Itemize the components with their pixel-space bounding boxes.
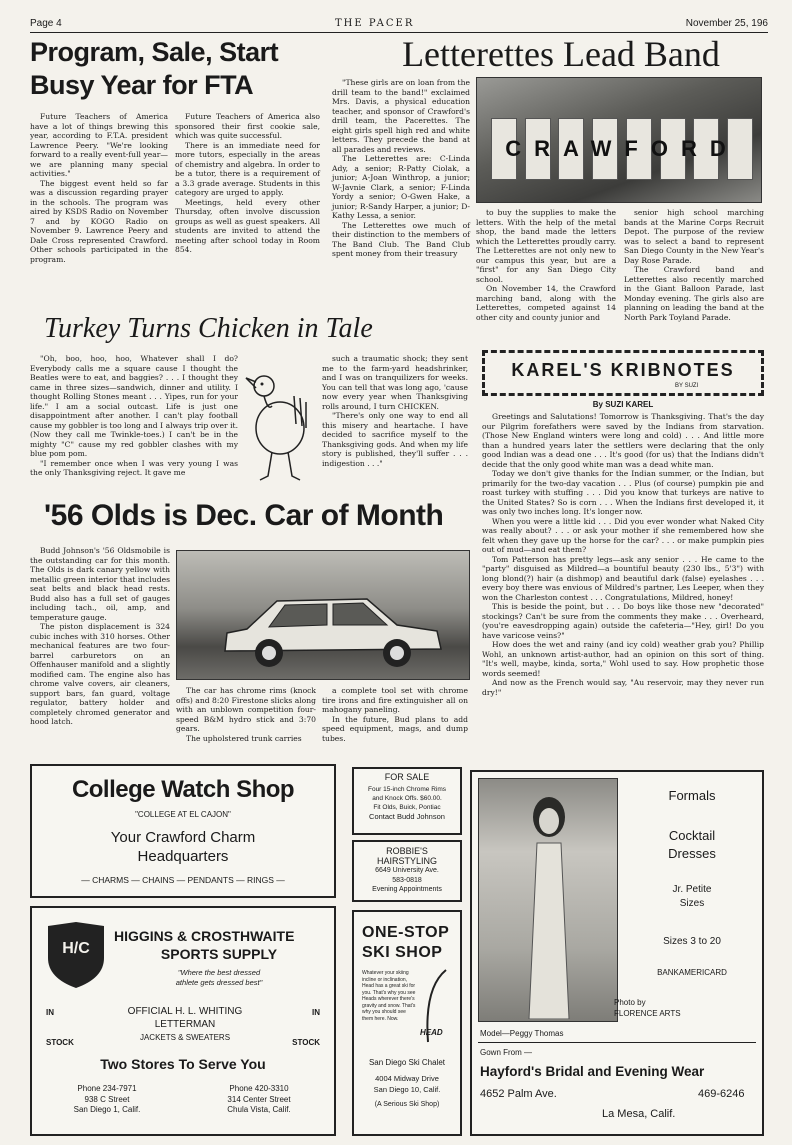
robbie-line4: 583-0818 [392, 876, 422, 884]
paragraph: "Oh, boo, hoo, hoo, Whatever shall I do? Everybody calls me a square cause I thought the Beatles were to eat, and baggies? . . . I thought they came in three sizes—sandwich, dinner and utility. I thought Rolling Stones meant . . . Yipes, run for your life." I am a social outcast. Life is just one disappointment after another. I can't play football cause my gobbler is too long and I always trip over it. (Now they call me Twinkle-toes.) I can't be in the mighty "C" cause my red gobbler clashes with my blue pom pom. [30, 354, 238, 458]
store1-street: 938 C Street [84, 1094, 130, 1104]
letterettes-col-1 [332, 78, 470, 259]
higgins-in-left: IN [46, 1008, 54, 1017]
paragraph: "These girls are on loan from the drill team to the band!" exclaimed Mrs. Davis, a physical education teacher, and sponsor of Crawford's drill team, the Pacerettes. The eight girls spell high red and white letters. They precede the band at all parades and reviews. [332, 78, 470, 154]
for-sale-line3: Fit Olds, Buick, Pontiac [373, 804, 441, 811]
masthead [30, 18, 768, 32]
paragraph: "I remember once when I was very young I was the only Thanksgiving reject. It gave me [30, 458, 238, 477]
ad-for-sale [352, 767, 462, 835]
paragraph: The Crawford band and Letterettes also recently marched in the Giant Balloon Parade, last Monday evening. The girls also are planning on leading the band at the North Park Toyland Parade. [624, 265, 764, 322]
ski-blurb: Whatever your skiing incline or inclination, Head has a great ski for you. That's why you see Heads wherever there's gravity and snow. That's why you should see them here. Now. [362, 970, 416, 1022]
paragraph: The Letterettes are: C-Linda Ady, a senior; R-Patty Ciolak, a junior; A-Joan Winthrop, a junior; W-Javnie Clark, a senior; F-Linda Yordy a senior; O-Gwen Hake, a junior; R-Sandy Harper, a junior; D-Kathy Lessa, a senior. [332, 154, 470, 220]
letterettes-col-2 [476, 208, 616, 322]
hayford-model: Model—Peggy Thomas [480, 1029, 564, 1038]
fta-headline-line1: Program, Sale, Start [30, 37, 279, 67]
ski-addr2: San Diego 10, Calif. [373, 1085, 441, 1094]
hayford-dresses: Dresses [668, 846, 716, 861]
olds-headline: '56 Olds is Dec. Car of Month [44, 499, 444, 532]
watch-shop-items: — CHARMS — CHAINS — PENDANTS — RINGS — [81, 875, 285, 885]
watch-shop-tagline: "COLLEGE AT EL CAJON" [135, 810, 231, 819]
store1-city: San Diego 1, Calif. [73, 1105, 141, 1114]
paragraph: Tom Patterson has pretty legs—ask any senior . . . He came to the "party" disguised as Mildred—a bountiful beauty (230 lbs., 5'3") with long blond(?) hair (a dishmop) and beautiful dark (false) eyelashes . . . every boy there was envious of Mildred's partner, Les Leeper, when they won the Charleston contest . . . Congratulations, Mildred, honey! [482, 554, 764, 602]
paragraph: In the future, Bud plans to add speed equipment, mags, and dump tubes. [322, 714, 468, 743]
model-figure-icon [519, 793, 579, 1019]
watch-shop-title: College Watch Shop [71, 776, 295, 803]
fta-col-2 [175, 112, 320, 255]
ski-title1: ONE-STOP [362, 924, 450, 941]
paragraph: Today we don't give thanks for the Indian summer, or the Indian, but primarily for the two-day vacation . . . Plus (of course) pumpkin pie and roast turkey with stuffing . . . Did you know that turkeys are native to the United States? So is corn . . . When the Indians first developed it, it was only two inches long. It's longer now. [482, 469, 764, 516]
hc-logo-letters: H/C [62, 940, 90, 957]
hayford-name: Hayford's Bridal and Evening Wear [480, 1064, 705, 1079]
paragraph: senior high school marching bands at the Marine Corps Recruit Depot. The purpose of the review was to select a band to represent San Diego County in the New Year's Day Rose Parade. [624, 208, 764, 265]
turkey-cartoon-icon [244, 356, 316, 484]
ad-higgins-crosthwaite [30, 906, 336, 1136]
paragraph: Budd Johnson's '56 Oldsmobile is the outstanding car for this month. The Olds is dark canary yellow with metallic green interior that includes seat belts and black head rests. Budd also has a full set of gauges including tach., oil, amp, and temperature gauge. [30, 546, 170, 622]
robbie-line3: 6649 University Ave. [375, 867, 439, 874]
hayford-cocktail: Cocktail [668, 828, 716, 843]
head-logo: HEAD [420, 1028, 443, 1037]
paragraph: And now as the French would say, "Au reservoir, may they never run dry!" [482, 678, 764, 697]
ski-addr1: 4004 Midway Drive [375, 1074, 439, 1083]
turkey-col-1 [30, 354, 238, 478]
kribnotes-banner [482, 350, 764, 396]
photo-letters: CRAWFORD [505, 136, 739, 161]
car-icon [217, 577, 447, 673]
hayford-formals: Formals [668, 788, 716, 803]
hayford-photo-by: Photo by [614, 998, 646, 1007]
hayford-addr: 4652 Palm Ave. [480, 1088, 557, 1100]
kribnotes-banner-title: KAREL'S KRIBNOTES [511, 360, 735, 380]
paragraph: There is an immediate need for more tutors, especially in the areas of chemistry and algebra. In order to be a tutor, there is a requirement of a 3.3 grade average. Students in this category are urged to apply. [175, 140, 320, 197]
letterettes-headline: Letterettes Lead Band [402, 34, 720, 74]
hayford-gown: Gown From — [480, 1048, 533, 1057]
fta-col-1 [30, 112, 168, 264]
letterettes-photo [476, 77, 762, 203]
oldsmobile-photo [176, 550, 470, 680]
robbie-line1: ROBBIE'S [386, 846, 428, 856]
watch-shop-line1: Your Crawford Charm [110, 829, 256, 846]
olds-col-3 [322, 686, 468, 743]
paragraph: a complete tool set with chrome tire irons and fire extinguisher all on mahogany paneling. [322, 686, 468, 714]
hayford-jr: Jr. Petite [672, 884, 712, 895]
turkey-col-2 [322, 354, 468, 468]
watch-shop-line2: Headquarters [137, 848, 229, 865]
model-photo [478, 778, 618, 1022]
for-sale-line4: Contact Budd Johnson [369, 812, 445, 821]
higgins-stock-right: STOCK [292, 1038, 320, 1047]
paragraph: Future Teachers of America have a lot of things brewing this year, according to F.T.A. president Lawrence Peery. "We're looking forward to a really event-full year—we are planning many special activities." [30, 112, 168, 178]
paragraph: to buy the supplies to make the letters. With the help of the metal shop, the band made the letters which the Letterettes proudly carry. The Letterettes are not only new to our campus this year, but are a "first" for any San Diego City school. [476, 208, 616, 284]
higgins-stock-left: STOCK [46, 1038, 74, 1047]
hayford-divider [478, 1042, 756, 1043]
olds-col-1 [30, 546, 170, 727]
paragraph: On November 14, the Crawford marching band, along with the Letterettes, competed against 14 other city and county junior and [476, 284, 616, 322]
turkey-headline: Turkey Turns Chicken in Tale [44, 313, 373, 344]
store2-phone: Phone 420-3310 [229, 1084, 289, 1093]
higgins-store2 [194, 1084, 324, 1116]
higgins-in-right: IN [312, 1008, 320, 1017]
paragraph: The upholstered trunk carries [186, 733, 302, 743]
for-sale-line2: and Knock Offs. $60.00. [372, 795, 442, 802]
paragraph: The car has chrome rims (knock offs) and 8:20 Firestone slicks along with an unblown competition four-speed B&M hydro stick and 3:70 gears. [176, 686, 316, 733]
paragraph: Greetings and Salutations! Tomorrow is Thanksgiving. That's the day our Pilgrim forefathers were saved by the Indians from starvation. (Those New England winters were long and cold) . . . And little more than a hundred years later the settlers were declaring that the only good Indian was a dead one . . . It's good (for us) that the Indians didn't decide that the only good white man was a dead white man. [482, 412, 764, 469]
ad-robbies-hairstyling [352, 840, 462, 902]
higgins-letterman: LETTERMAN [154, 1019, 216, 1030]
page-number: Page 4 [30, 18, 62, 29]
higgins-slogan2: athlete gets dressed best" [175, 978, 263, 987]
hayford-sizes: Sizes [679, 898, 705, 909]
kribnotes-banner-sub: BY SUZI [675, 383, 699, 389]
paragraph: "There's only one way to end all this misery and heartache. I have decided to sacrifice myself to the Thanksgiving gods. And when my life story is published, they'll suffer . . . indigestion . . ." [322, 411, 468, 468]
olds-col-2 [176, 686, 316, 743]
paragraph: How does the wet and rainy (and icy cold) weather grab you? Phillip Wohl, an unknown artist-author, had an opinion on this sort of thing. "It's well, maybe, kinda, sorta," Wohl used to say. How prophetic those words seemed! [482, 640, 764, 678]
higgins-official: OFFICIAL H. L. WHITING [127, 1006, 243, 1017]
paragraph: This is beside the point, but . . . Do boys like those new "decorated" stockings? Can't be sure from the comments they make . . . Overheard, (you're eavesdropping again) outside the cafeteria—"Hey, girl! Do you have varicose veins?" [482, 602, 764, 640]
paragraph: The piston displacement is 324 cubic inches with 310 horses. Other mechanical features are two four-barrel carburetors on an Offenhauser manifold and a slightly modified cam. The engine also has chrome valve covers, air cleaners, support bars, fan guard, voltage regulator, battery holder and completely chromed generator and hood latch. [30, 622, 170, 726]
robbie-line5: Evening Appointments [372, 886, 442, 893]
ski-tag: (A Serious Ski Shop) [374, 1101, 440, 1108]
letterettes-col-3 [624, 208, 764, 322]
paragraph: The Letterettes owe much of their distinction to the members of The Band Club. The Band Club spent money from their treasury [332, 220, 470, 258]
masthead-rule [30, 32, 768, 33]
hayford-city: La Mesa, Calif. [602, 1108, 676, 1120]
hayford-photographer: FLORENCE ARTS [614, 1009, 681, 1018]
for-sale-line1: Four 15-inch Chrome Rims [367, 786, 447, 793]
ad-college-watch-shop [30, 764, 336, 898]
ad-hayfords [470, 770, 764, 1136]
robbie-line2: HAIRSTYLING [376, 855, 437, 866]
fta-headline-line2: Busy Year for FTA [30, 70, 254, 100]
paragraph: such a traumatic shock; they sent me to the farm-yard headshrinker, and I was on tranquilizers for weeks. You can tell that was long ago, 'cause now every year when Thanksgiving rolls around, I turn CHICKEN. [322, 354, 468, 411]
paragraph: When you were a little kid . . . Did you ever wonder what Naked City was really about? . . . or ask your mother if she remembered how she felt when they gave up the horse for the car? . . . or make pumpkin pies out of mud—and eat them? [482, 516, 764, 554]
ad-ski-shop [352, 910, 462, 1136]
higgins-slogan1: "Where the best dressed [177, 968, 261, 977]
paper-name: THE PACER [335, 18, 415, 29]
ski-chalet-name: San Diego Ski Chalet [368, 1058, 446, 1067]
fta-headline [30, 36, 330, 102]
paragraph: The biggest event held so far was a discussion regarding prayer in the schools. The program was aired by KSDS Radio on November 7 and by KOGO Radio on November 9. Lawrence Peery and Dale Cross represented Crawford. Other schools participated in the program. [30, 178, 168, 264]
store1-phone: Phone 234-7971 [77, 1084, 137, 1093]
kribnotes-byline: By SUZI KAREL [592, 400, 654, 409]
hayford-range: Sizes 3 to 20 [663, 936, 721, 947]
paragraph: Future Teachers of America also sponsored their first cookie sale, which was quite successful. [175, 112, 320, 140]
higgins-jackets: JACKETS & SWEATERS [139, 1033, 231, 1042]
store2-city: Chula Vista, Calif. [227, 1105, 291, 1114]
ski-title2: SKI SHOP [362, 944, 443, 961]
issue-date: November 25, 196 [685, 18, 768, 29]
higgins-store1 [42, 1084, 172, 1116]
higgins-title2: SPORTS SUPPLY [160, 946, 278, 962]
paragraph: Meetings, held every other Thursday, often involve discussion groups as well as guest speakers. All students are invited to attend the meeting after school today in Room 854. [175, 197, 320, 254]
hayford-bank: BANKAMERICARD [657, 968, 727, 977]
higgins-stores: Two Stores To Serve You [100, 1056, 266, 1072]
for-sale-title: FOR SALE [384, 772, 430, 782]
higgins-title1: HIGGINS & CROSTHWAITE [114, 928, 295, 944]
store2-street: 314 Center Street [227, 1094, 291, 1104]
hayford-phone: 469-6246 [698, 1088, 745, 1100]
kribnotes-body [482, 412, 764, 697]
